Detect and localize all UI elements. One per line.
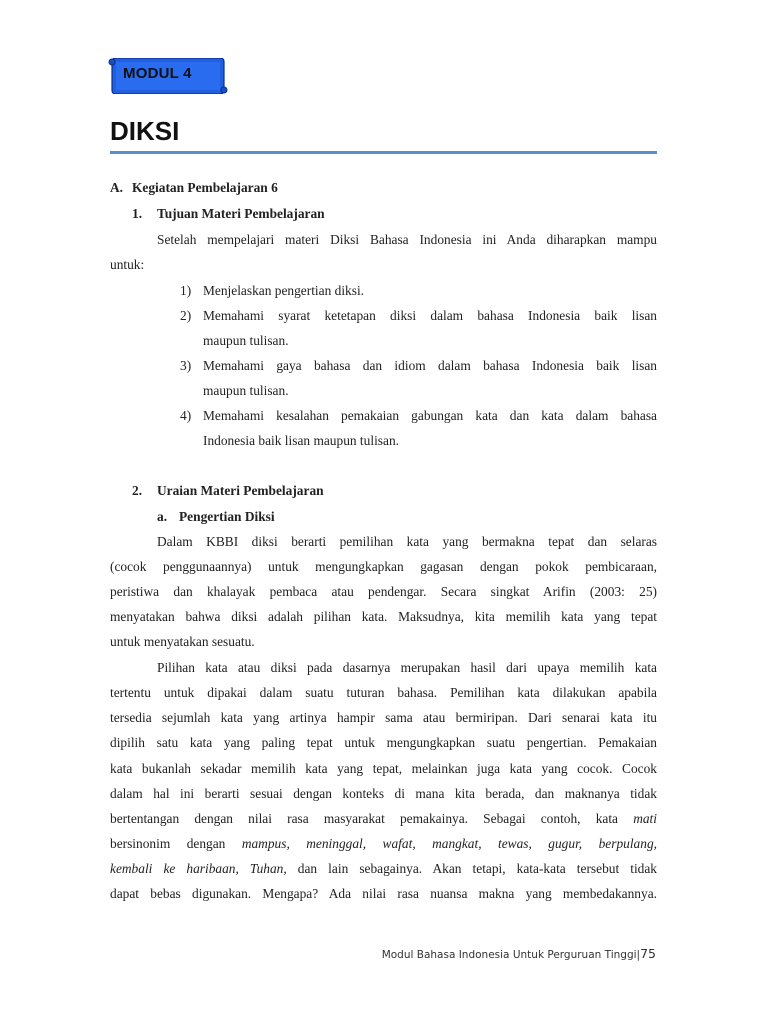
para2-line-7 xyxy=(110,810,657,828)
objective-2-line-1: Memahami syarat ketetapan diksi dalam bahasa Indonesia baik lisan xyxy=(203,308,657,323)
page-number: 75 xyxy=(640,946,656,961)
objective-2-num: 2) xyxy=(180,308,192,323)
objective-4-line-2: Indonesia baik lisan maupun tulisan. xyxy=(203,433,399,448)
para1-line-2: (cocok penggunaannya) untuk mengungkapkan gagasan dengan pokok pembicaraan, xyxy=(110,559,657,574)
para2-line-4: dipilih satu kata yang paling tepat untuk mengungkapkan suatu pengertian. Pemakaian xyxy=(110,735,657,750)
objective-3-num: 3) xyxy=(180,358,192,373)
objective-4-num: 4) xyxy=(180,408,192,423)
title-divider xyxy=(110,151,657,154)
section-a-marker: A. xyxy=(110,180,124,195)
objective-3-line-2: maupun tulisan. xyxy=(203,383,289,398)
para2-line-7-italic: mati xyxy=(633,811,657,826)
para2-line-8-text: bersinonim dengan xyxy=(110,836,226,851)
para1-line-5: untuk menyatakan sesuatu. xyxy=(110,634,255,649)
footer-separator: | xyxy=(636,949,641,961)
subsection-2a-marker: a. xyxy=(157,509,168,524)
intro-line-2: untuk: xyxy=(110,257,145,272)
subsection-2-label: Uraian Materi Pembelajaran xyxy=(157,483,324,498)
section-a-heading xyxy=(110,179,278,197)
para2-line-2: tertentu untuk dipakai dalam suatu tuturan bahasa. Pemilihan kata dilakukan apabila xyxy=(110,685,657,700)
objective-2-line-2: maupun tulisan. xyxy=(203,333,289,348)
para2-line-1: Pilihan kata atau diksi pada dasarnya merupakan hasil dari upaya memilih kata xyxy=(157,660,657,675)
subsection-2a-heading xyxy=(157,508,275,526)
page-footer xyxy=(300,946,656,961)
para1-line-3: peristiwa dan khalayak pembaca atau pendengar. Secara singkat Arifin (2003: 25) xyxy=(110,584,657,599)
objective-3-line-1: Memahami gaya bahasa dan idiom dalam bahasa Indonesia baik lisan xyxy=(203,358,657,373)
para1-line-4: menyatakan bahwa diksi adalah pilihan kata. Maksudnya, kita memilih kata yang tepat xyxy=(110,609,657,624)
objective-1-line-1: Menjelaskan pengertian diksi. xyxy=(203,283,365,298)
section-a-label: Kegiatan Pembelajaran 6 xyxy=(132,180,278,195)
para2-line-7-text: bertentangan dengan nilai rasa masyarakat pemakainya. Sebagai contoh, kata xyxy=(110,811,619,826)
intro-line-1: Setelah mempelajari materi Diksi Bahasa Indonesia ini Anda diharapkan mampu xyxy=(157,232,657,247)
objective-1-num: 1) xyxy=(180,283,192,298)
subsection-1-heading xyxy=(132,205,325,223)
para2-line-5: kata bukanlah sekadar memilih kata yang tepat, melainkan juga kata yang cocok. Cocok xyxy=(110,761,657,776)
para2-line-3: tersedia sejumlah kata yang artinya hampir sama atau bermiripan. Dari senarai kata itu xyxy=(110,710,657,725)
para2-line-8 xyxy=(110,835,657,853)
para1-line-1: Dalam KBBI diksi berarti pemilihan kata yang bermakna tepat dan selaras xyxy=(157,534,657,549)
para2-line-9 xyxy=(110,860,657,878)
footer-text: Modul Bahasa Indonesia Untuk Perguruan Tinggi xyxy=(381,949,637,961)
subsection-1-label: Tujuan Materi Pembelajaran xyxy=(157,206,325,221)
para2-line-10: dapat bebas digunakan. Mengapa? Ada nilai rasa nuansa makna yang membedakannya. xyxy=(110,886,657,901)
objective-4-line-1: Memahami kesalahan pemakaian gabungan kata dan kata dalam bahasa xyxy=(203,408,657,423)
para2-line-9-italic: kembali ke haribaan, Tuhan, xyxy=(110,861,287,876)
chapter-title: DIKSI xyxy=(110,116,180,146)
subsection-2-heading xyxy=(132,482,324,500)
para2-line-9-text: dan lain sebagainya. Akan tetapi, kata-kata tersebut tidak xyxy=(297,861,658,876)
module-banner xyxy=(108,58,228,94)
module-label: MODUL 4 xyxy=(123,65,192,82)
para2-line-8-italic: mampus, meninggal, wafat, mangkat, tewas, gugur, berpulang, xyxy=(241,836,657,851)
subsection-2-marker: 2. xyxy=(132,483,143,498)
subsection-1-marker: 1. xyxy=(132,206,143,221)
subsection-2a-label: Pengertian Diksi xyxy=(179,509,275,524)
para2-line-6: dalam hal ini berarti sesuai dengan konteks di mana kita berada, dan maknanya tidak xyxy=(110,786,657,801)
